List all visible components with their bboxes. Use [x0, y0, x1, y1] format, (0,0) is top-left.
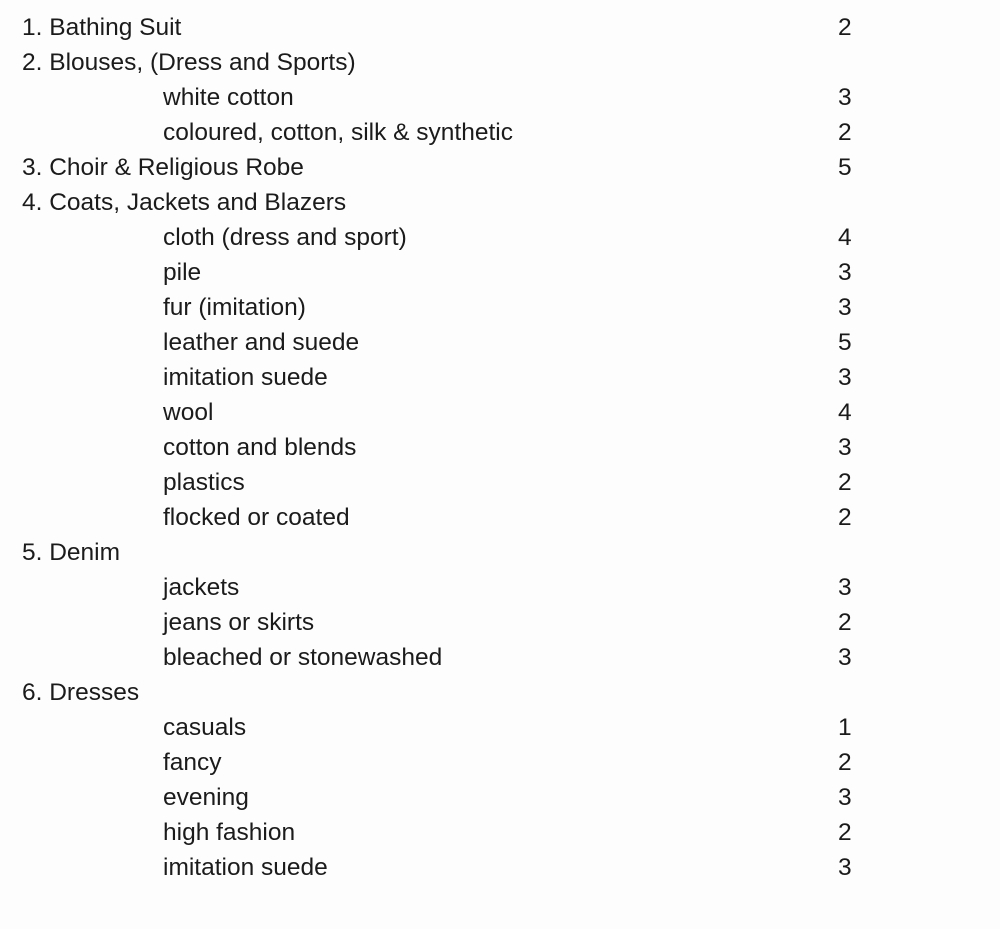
- item-label: fancy: [163, 749, 222, 776]
- item-row: [0, 780, 1000, 815]
- item-row: [0, 80, 1000, 115]
- price-value: 2: [838, 119, 852, 146]
- item-row: [0, 605, 1000, 640]
- item-label: imitation suede: [163, 854, 328, 881]
- item-row: [0, 710, 1000, 745]
- item-label: evening: [163, 784, 249, 811]
- category-label: 1. Bathing Suit: [22, 14, 182, 41]
- price-value: 1: [838, 714, 852, 741]
- price-value: 2: [838, 14, 852, 41]
- price-value: 4: [838, 224, 852, 251]
- item-row: [0, 430, 1000, 465]
- item-label: imitation suede: [163, 364, 328, 391]
- item-row: [0, 640, 1000, 675]
- price-value: 2: [838, 819, 852, 846]
- category-row: [0, 675, 1000, 710]
- item-row: [0, 115, 1000, 150]
- price-value: 3: [838, 364, 852, 391]
- item-label: white cotton: [163, 84, 294, 111]
- item-label: bleached or stonewashed: [163, 644, 443, 671]
- item-row: [0, 255, 1000, 290]
- price-value: 2: [838, 504, 852, 531]
- item-label: pile: [163, 259, 202, 286]
- price-value: 5: [838, 154, 852, 181]
- item-row: [0, 325, 1000, 360]
- category-label: 6. Dresses: [22, 679, 140, 706]
- price-value: 3: [838, 854, 852, 881]
- category-label: 3. Choir & Religious Robe: [22, 154, 304, 181]
- item-label: jackets: [163, 574, 240, 601]
- item-label: coloured, cotton, silk & synthetic: [163, 119, 513, 146]
- item-label: flocked or coated: [163, 504, 350, 531]
- item-row: [0, 465, 1000, 500]
- price-value: 4: [838, 399, 852, 426]
- price-value: 3: [838, 784, 852, 811]
- item-row: [0, 290, 1000, 325]
- item-row: [0, 360, 1000, 395]
- price-value: 3: [838, 84, 852, 111]
- item-label: wool: [163, 399, 214, 426]
- item-label: fur (imitation): [163, 294, 306, 321]
- item-label: plastics: [163, 469, 245, 496]
- item-label: high fashion: [163, 819, 296, 846]
- category-row: [0, 10, 1000, 45]
- item-row: [0, 500, 1000, 535]
- item-row: [0, 745, 1000, 780]
- item-label: cloth (dress and sport): [163, 224, 407, 251]
- item-label: jeans or skirts: [163, 609, 315, 636]
- category-label: 2. Blouses, (Dress and Sports): [22, 49, 356, 76]
- item-row: [0, 220, 1000, 255]
- item-label: casuals: [163, 714, 247, 741]
- item-row: [0, 570, 1000, 605]
- category-label: 4. Coats, Jackets and Blazers: [22, 189, 347, 216]
- price-value: 3: [838, 644, 852, 671]
- item-label: cotton and blends: [163, 434, 357, 461]
- category-row: [0, 150, 1000, 185]
- price-value: 5: [838, 329, 852, 356]
- category-row: [0, 45, 1000, 80]
- category-row: [0, 535, 1000, 570]
- price-value: 3: [838, 259, 852, 286]
- price-value: 3: [838, 294, 852, 321]
- item-list: [0, 10, 1000, 885]
- item-row: [0, 850, 1000, 885]
- category-row: [0, 185, 1000, 220]
- price-value: 2: [838, 609, 852, 636]
- price-value: 2: [838, 749, 852, 776]
- price-value: 3: [838, 574, 852, 601]
- item-label: leather and suede: [163, 329, 360, 356]
- price-value: 3: [838, 434, 852, 461]
- category-label: 5. Denim: [22, 539, 121, 566]
- item-row: [0, 815, 1000, 850]
- price-value: 2: [838, 469, 852, 496]
- item-row: [0, 395, 1000, 430]
